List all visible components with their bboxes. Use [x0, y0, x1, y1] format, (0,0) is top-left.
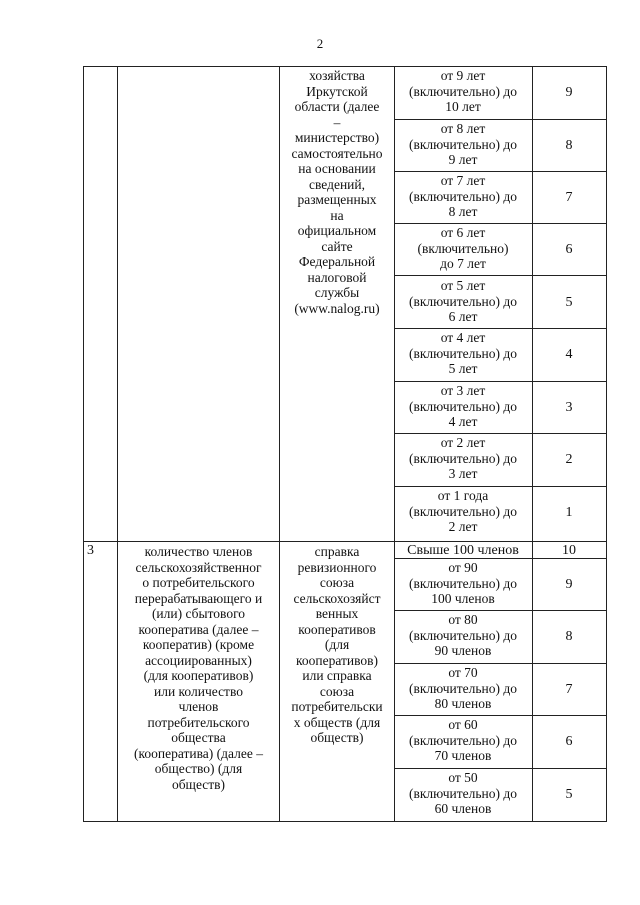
row-separator	[394, 223, 607, 224]
range-cell: от 1 года (включительно) до 2 лет	[409, 488, 517, 534]
score-cell: 1	[565, 505, 573, 520]
range-cell: от 6 лет (включительно) до 7 лет	[417, 225, 509, 271]
score-cell: 7	[565, 682, 573, 697]
range-cell: от 50 (включительно) до 60 членов	[409, 770, 517, 816]
row-separator	[394, 715, 607, 716]
range-cell: от 90 (включительно) до 100 членов	[409, 560, 517, 606]
score-cell: 2	[565, 452, 573, 467]
row-separator	[394, 768, 607, 769]
table-border-left	[83, 66, 84, 822]
score-cell: 8	[565, 629, 573, 644]
source-cell: справка ревизионного союза сельскохозяйст венных кооперативов (для кооперативов) или справка союза потребительски х обществ (для обществ)	[291, 544, 383, 745]
range-cell: Свыше 100 членов	[407, 543, 519, 558]
row-separator	[394, 663, 607, 664]
criteria-table	[83, 66, 607, 822]
page-number: 2	[316, 36, 324, 51]
range-cell: от 80 (включительно) до 90 членов	[409, 612, 517, 658]
row-separator	[394, 328, 607, 329]
block-separator	[83, 541, 607, 542]
range-cell: от 60 (включительно) до 70 членов	[409, 717, 517, 763]
range-cell: от 70 (включительно) до 80 членов	[409, 665, 517, 711]
score-cell: 7	[565, 190, 573, 205]
row-separator	[394, 486, 607, 487]
row-separator	[394, 610, 607, 611]
criterion-number: 3	[87, 543, 94, 558]
source-cell: хозяйства Иркутской области (далее – министерство) самостоятельно на основании сведений, размещенных на официальном сайте Федеральной налоговой службы (www.nalog.ru)	[291, 68, 383, 316]
score-cell: 8	[565, 138, 573, 153]
row-separator	[394, 381, 607, 382]
row-separator	[394, 171, 607, 172]
range-cell: от 4 лет (включительно) до 5 лет	[409, 330, 517, 376]
row-separator	[394, 119, 607, 120]
score-cell: 4	[565, 347, 573, 362]
range-cell: от 8 лет (включительно) до 9 лет	[409, 121, 517, 167]
range-cell: от 2 лет (включительно) до 3 лет	[409, 435, 517, 481]
table-col-divider-4	[532, 66, 533, 822]
score-cell: 6	[565, 734, 573, 749]
row-separator	[394, 433, 607, 434]
table-border-right	[606, 66, 607, 822]
score-cell: 5	[565, 787, 573, 802]
range-cell: от 7 лет (включительно) до 8 лет	[409, 173, 517, 219]
range-cell: от 9 лет (включительно) до 10 лет	[409, 68, 517, 114]
table-border-top	[83, 66, 607, 67]
criterion-text: количество членов сельскохозяйственног о потребительского перерабатывающего и (или) сбытового кооператива (далее – кооператив) (кроме ассоциированных) (для кооперативов) или количество членов потребительского общества (кооператива) (далее – общество) (для обществ)	[134, 544, 263, 792]
score-cell: 6	[565, 242, 573, 257]
score-cell: 9	[565, 577, 573, 592]
score-cell: 3	[565, 400, 573, 415]
score-cell: 5	[565, 295, 573, 310]
score-cell: 9	[565, 85, 573, 100]
score-cell: 10	[562, 543, 576, 558]
range-cell: от 5 лет (включительно) до 6 лет	[409, 278, 517, 324]
row-separator	[394, 275, 607, 276]
range-cell: от 3 лет (включительно) до 4 лет	[409, 383, 517, 429]
table-border-bottom	[83, 821, 607, 822]
